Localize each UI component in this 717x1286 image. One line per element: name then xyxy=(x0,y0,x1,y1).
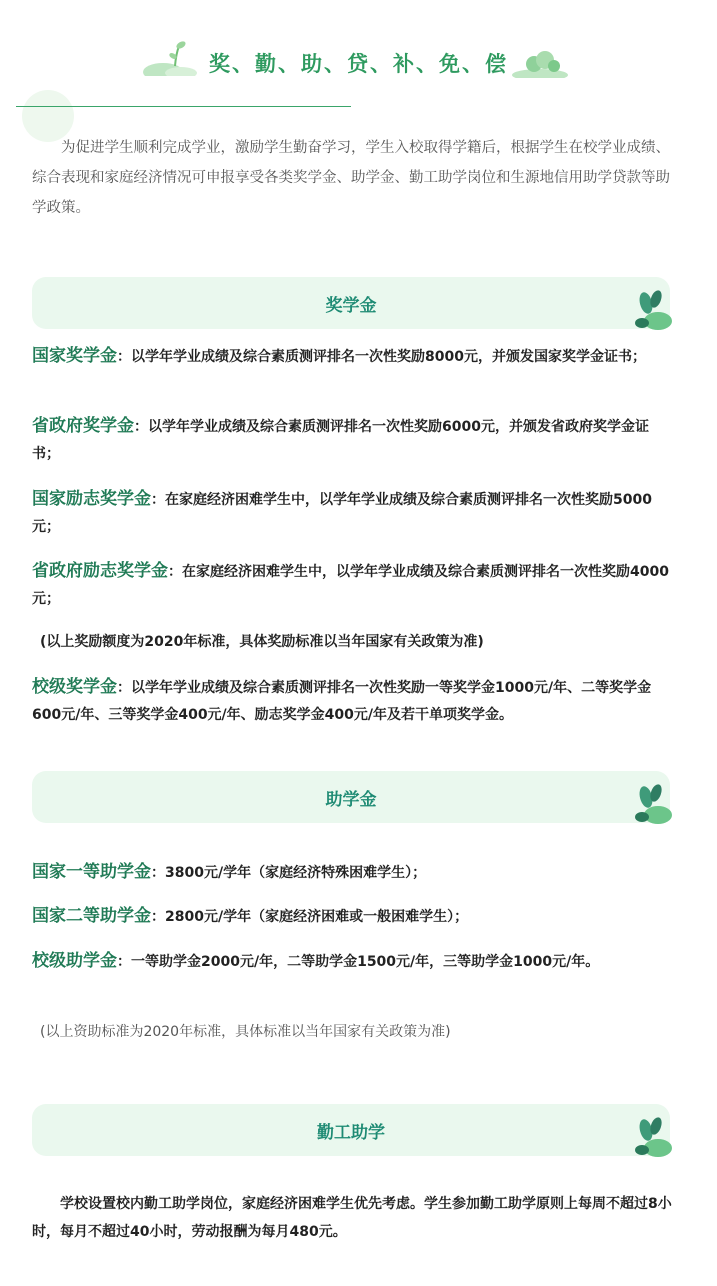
item-sep: ： xyxy=(117,680,131,696)
item-term: 国家二等助学金 xyxy=(32,906,151,926)
item-text: 3800元/学年（家庭经济特殊困难学生）； xyxy=(165,865,427,881)
work-study-paragraph: 学校设置校内勤工助学岗位，家庭经济困难学生优先考虑。学生参加勤工助学原则上每周不超过8小时，每月不超过40小时，劳动报酬为每月480元。 xyxy=(32,1196,672,1240)
page-header xyxy=(0,36,717,92)
item-term: 省政府励志奖学金 xyxy=(32,561,168,581)
item-term: 国家励志奖学金 xyxy=(32,489,151,509)
scholarship-item-national xyxy=(32,343,672,371)
grant-banner xyxy=(32,771,670,823)
grant-item-school xyxy=(32,948,672,976)
scholarship-item-provincial xyxy=(32,413,672,468)
leaf-icon xyxy=(634,783,674,827)
item-sep: ： xyxy=(151,865,165,881)
grant-title: 助学金 xyxy=(325,790,377,810)
work-study-banner xyxy=(32,1104,670,1156)
item-sep: ： xyxy=(117,954,131,970)
item-sep: ： xyxy=(151,909,165,925)
item-sep: ： xyxy=(134,419,148,435)
scholarship-item-provincial-inspire xyxy=(32,558,672,613)
scholarship-banner xyxy=(32,277,670,329)
scholarship-note: (以上奖励额度为2020年标准，具体奖励标准以当年国家有关政策为准) xyxy=(40,634,484,650)
item-sep: ： xyxy=(168,564,182,580)
item-text: 以学年学业成绩及综合素质测评排名一次性奖励6000元，并颁发省政府奖学金证书； xyxy=(32,419,649,462)
page-title: 奖、勤、助、贷、补、免、偿 xyxy=(209,52,508,76)
item-text: 在家庭经济困难学生中，以学年学业成绩及综合素质测评排名一次性奖励4000元； xyxy=(32,564,669,607)
item-term: 校级奖学金 xyxy=(32,677,117,697)
item-term: 校级助学金 xyxy=(32,951,117,971)
item-term: 国家奖学金 xyxy=(32,346,117,366)
grant-note: (以上资助标准为2020年标准，具体标准以当年国家有关政策为准) xyxy=(40,1024,451,1040)
leaf-icon xyxy=(634,289,674,333)
item-sep: ： xyxy=(117,349,131,365)
item-term: 省政府奖学金 xyxy=(32,416,134,436)
item-text: 2800元/学年（家庭经济困难或一般困难学生）； xyxy=(165,909,469,925)
scholarship-item-national-inspire xyxy=(32,486,672,541)
item-text: 在家庭经济困难学生中，以学年学业成绩及综合素质测评排名一次性奖励5000元； xyxy=(32,492,652,535)
grant-item-second xyxy=(32,903,672,931)
intro-paragraph: 为促进学生顺利完成学业，激励学生勤奋学习，学生入校取得学籍后，根据学生在校学业成绩、综合表现和家庭经济情况可申报享受各类奖学金、助学金、勤工助学岗位和生源地信用助学贷款等助学政策。 xyxy=(32,140,670,216)
grant-item-first xyxy=(32,859,672,887)
item-term: 国家一等助学金 xyxy=(32,862,151,882)
scholarship-item-school xyxy=(32,674,672,729)
leaf-icon xyxy=(634,1116,674,1160)
hills-trees-icon xyxy=(512,48,568,78)
work-study-title: 勤工助学 xyxy=(317,1123,385,1143)
item-text: 一等助学金2000元/年，二等助学金1500元/年，三等助学金1000元/年。 xyxy=(131,954,600,970)
item-sep: ： xyxy=(151,492,165,508)
item-text: 以学年学业成绩及综合素质测评排名一次性奖励一等奖学金1000元/年、二等奖学金600元/年、三等奖学金400元/年、励志奖学金400元/年及若干单项奖学金。 xyxy=(32,680,652,723)
header-divider xyxy=(16,106,351,107)
scholarship-title: 奖学金 xyxy=(325,296,377,316)
item-text: 以学年学业成绩及综合素质测评排名一次性奖励8000元，并颁发国家奖学金证书； xyxy=(131,349,646,365)
